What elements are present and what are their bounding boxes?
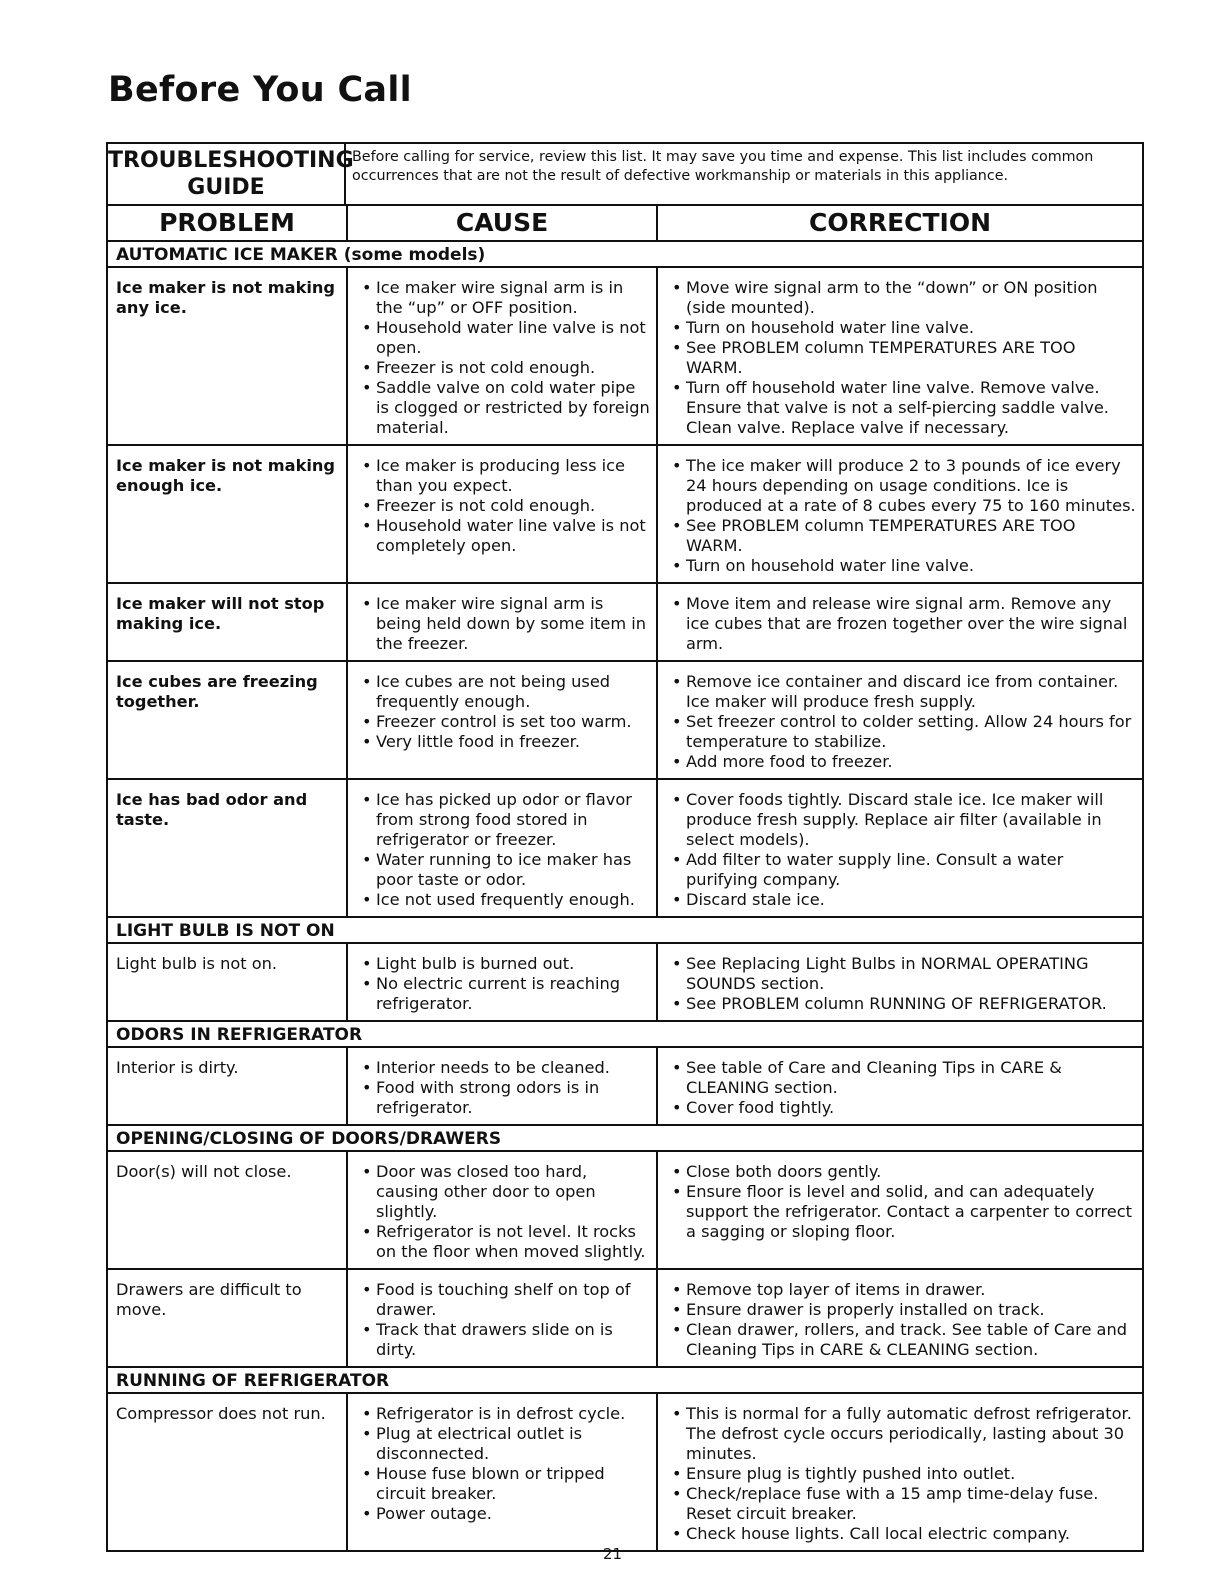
section-header: LIGHT BULB IS NOT ON	[108, 918, 1142, 944]
correction-item: • Close both doors gently.	[666, 1162, 1136, 1182]
guide-intro: Before calling for service, review this list. It may save you time and expense. This list includes common occurrences that are not the result of defective workmanship or materials in this appliance.	[352, 149, 1094, 184]
cause-item: • Freezer control is set too warm.	[356, 712, 650, 732]
column-headers	[108, 206, 1142, 242]
correction-item: • Move item and release wire signal arm. Remove any ice cubes that are frozen together over the wire signal arm.	[666, 594, 1136, 654]
cause-item: • Water running to ice maker has poor taste or odor.	[356, 850, 650, 890]
table-row	[108, 780, 1142, 918]
correction-cell	[658, 780, 1142, 916]
correction-item: • Turn off household water line valve. Remove valve. Ensure that valve is not a self-piercing saddle valve. Clean valve. Replace valve if necessary.	[666, 378, 1136, 438]
correction-item: • Clean drawer, rollers, and track. See table of Care and Cleaning Tips in CARE & CLEANING section.	[666, 1320, 1136, 1360]
table-row	[108, 1394, 1142, 1550]
correction-cell	[658, 446, 1142, 582]
cause-cell	[348, 584, 658, 660]
cause-item: • House fuse blown or tripped circuit breaker.	[356, 1464, 650, 1504]
correction-cell	[658, 584, 1142, 660]
correction-list	[666, 594, 1136, 654]
correction-item: • Remove top layer of items in drawer.	[666, 1280, 1136, 1300]
correction-item: • Set freezer control to colder setting. Allow 24 hours for temperature to stabilize.	[666, 712, 1136, 752]
cause-list	[356, 790, 650, 910]
cause-cell	[348, 446, 658, 582]
correction-cell	[658, 1152, 1142, 1268]
cause-cell	[348, 944, 658, 1020]
cause-item: • Ice maker is producing less ice than you expect.	[356, 456, 650, 496]
problem-cell: Ice has bad odor and taste.	[108, 780, 348, 916]
cause-item: • Interior needs to be cleaned.	[356, 1058, 650, 1078]
cause-list	[356, 1280, 650, 1360]
correction-item: • Add more food to freezer.	[666, 752, 1136, 772]
cause-item: • Plug at electrical outlet is disconnected.	[356, 1424, 650, 1464]
cause-item: • Very little food in freezer.	[356, 732, 650, 752]
page-number: 21	[602, 1545, 623, 1563]
correction-item: • See PROBLEM column RUNNING OF REFRIGERATOR.	[666, 994, 1136, 1014]
table-row	[108, 268, 1142, 446]
troubleshooting-table	[106, 142, 1144, 1552]
cause-item: • Freezer is not cold enough.	[356, 496, 650, 516]
cause-item: • Household water line valve is not open.	[356, 318, 650, 358]
cause-item: • No electric current is reaching refrigerator.	[356, 974, 650, 1014]
table-row	[108, 944, 1142, 1022]
correction-item: • Check/replace fuse with a 15 amp time-delay fuse. Reset circuit breaker.	[666, 1484, 1136, 1524]
section-header: OPENING/CLOSING OF DOORS/DRAWERS	[108, 1126, 1142, 1152]
cause-item: • Light bulb is burned out.	[356, 954, 650, 974]
cause-item: • Ice cubes are not being used frequently enough.	[356, 672, 650, 712]
cause-item: • Ice maker wire signal arm is in the “up” or OFF position.	[356, 278, 650, 318]
problem-cell: Light bulb is not on.	[108, 944, 348, 1020]
correction-item: • Check house lights. Call local electric company.	[666, 1524, 1136, 1544]
correction-list	[666, 278, 1136, 438]
problem-cell: Ice maker will not stop making ice.	[108, 584, 348, 660]
cause-list	[356, 672, 650, 752]
cause-list	[356, 594, 650, 654]
correction-list	[666, 790, 1136, 910]
correction-item: • See Replacing Light Bulbs in NORMAL OPERATING SOUNDS section.	[666, 954, 1136, 994]
problem-cell: Compressor does not run.	[108, 1394, 348, 1550]
correction-list	[666, 1280, 1136, 1360]
correction-item: • See PROBLEM column TEMPERATURES ARE TOO WARM.	[666, 338, 1136, 378]
table-row	[108, 1048, 1142, 1126]
correction-item: • Add filter to water supply line. Consult a water purifying company.	[666, 850, 1136, 890]
cause-item: • Ice maker wire signal arm is being held down by some item in the freezer.	[356, 594, 650, 654]
cause-item: • Refrigerator is not level. It rocks on the floor when moved slightly.	[356, 1222, 650, 1262]
cause-list	[356, 1404, 650, 1524]
correction-list	[666, 1404, 1136, 1544]
correction-item: • Turn on household water line valve.	[666, 556, 1136, 576]
cause-item: • Power outage.	[356, 1504, 650, 1524]
table-row	[108, 1270, 1142, 1368]
correction-item: • Turn on household water line valve.	[666, 318, 1136, 338]
cause-item: • Freezer is not cold enough.	[356, 358, 650, 378]
column-header-correction: CORRECTION	[808, 208, 992, 237]
correction-item: • This is normal for a fully automatic defrost refrigerator. The defrost cycle occurs periodically, lasting about 30 minutes.	[666, 1404, 1136, 1464]
cause-item: • Refrigerator is in defrost cycle.	[356, 1404, 650, 1424]
correction-item: • The ice maker will produce 2 to 3 pounds of ice every 24 hours depending on usage conditions. Ice is produced at a rate of 8 cubes every 75 to 160 minutes.	[666, 456, 1136, 516]
guide-header	[108, 144, 1142, 206]
cause-cell	[348, 662, 658, 778]
correction-item: • Remove ice container and discard ice from container. Ice maker will produce fresh supply.	[666, 672, 1136, 712]
cause-cell	[348, 1152, 658, 1268]
cause-item: • Household water line valve is not completely open.	[356, 516, 650, 556]
problem-cell: Ice cubes are freezing together.	[108, 662, 348, 778]
correction-item: • Discard stale ice.	[666, 890, 1136, 910]
correction-item: • Ensure plug is tightly pushed into outlet.	[666, 1464, 1136, 1484]
correction-list	[666, 1058, 1136, 1118]
problem-cell: Ice maker is not making enough ice.	[108, 446, 348, 582]
correction-item: • Cover food tightly.	[666, 1098, 1136, 1118]
problem-cell: Door(s) will not close.	[108, 1152, 348, 1268]
cause-item: • Ice has picked up odor or flavor from strong food stored in refrigerator or freezer.	[356, 790, 650, 850]
section-header: AUTOMATIC ICE MAKER (some models)	[108, 242, 1142, 268]
cause-cell	[348, 780, 658, 916]
cause-list	[356, 1162, 650, 1262]
page-title: Before You Call	[108, 70, 412, 110]
cause-item: • Food is touching shelf on top of drawer.	[356, 1280, 650, 1320]
column-header-problem: PROBLEM	[108, 206, 348, 240]
correction-item: • Ensure floor is level and solid, and can adequately support the refrigerator. Contact a carpenter to correct a sagging or sloping floor.	[666, 1182, 1136, 1242]
column-header-cause: CAUSE	[348, 206, 658, 240]
problem-cell: Drawers are difficult to move.	[108, 1270, 348, 1366]
correction-item: • See table of Care and Cleaning Tips in CARE & CLEANING section.	[666, 1058, 1136, 1098]
correction-cell	[658, 1048, 1142, 1124]
cause-cell	[348, 268, 658, 444]
cause-cell	[348, 1270, 658, 1366]
correction-list	[666, 456, 1136, 576]
cause-item: • Saddle valve on cold water pipe is clogged or restricted by foreign material.	[356, 378, 650, 438]
correction-cell	[658, 1270, 1142, 1366]
correction-cell	[658, 944, 1142, 1020]
cause-list	[356, 278, 650, 438]
correction-item: • Ensure drawer is properly installed on track.	[666, 1300, 1136, 1320]
cause-cell	[348, 1394, 658, 1550]
section-header: RUNNING OF REFRIGERATOR	[108, 1368, 1142, 1394]
table-row	[108, 1152, 1142, 1270]
table-row	[108, 446, 1142, 584]
table-row	[108, 662, 1142, 780]
cause-list	[356, 456, 650, 556]
correction-item: • Cover foods tightly. Discard stale ice. Ice maker will produce fresh supply. Replace air filter (available in select models).	[666, 790, 1136, 850]
guide-title: TROUBLESHOOTING GUIDE	[108, 144, 346, 204]
cause-list	[356, 1058, 650, 1118]
correction-list	[666, 954, 1136, 1014]
correction-list	[666, 1162, 1136, 1242]
cause-item: • Door was closed too hard, causing other door to open slightly.	[356, 1162, 650, 1222]
table-body	[108, 242, 1142, 1550]
correction-item: • See PROBLEM column TEMPERATURES ARE TOO WARM.	[666, 516, 1136, 556]
cause-cell	[348, 1048, 658, 1124]
cause-list	[356, 954, 650, 1014]
problem-cell: Ice maker is not making any ice.	[108, 268, 348, 444]
cause-item: • Track that drawers slide on is dirty.	[356, 1320, 650, 1360]
cause-item: • Food with strong odors is in refrigerator.	[356, 1078, 650, 1118]
section-header: ODORS IN REFRIGERATOR	[108, 1022, 1142, 1048]
correction-cell	[658, 662, 1142, 778]
correction-cell	[658, 1394, 1142, 1550]
correction-cell	[658, 268, 1142, 444]
table-row	[108, 584, 1142, 662]
correction-item: • Move wire signal arm to the “down” or ON position (side mounted).	[666, 278, 1136, 318]
cause-item: • Ice not used frequently enough.	[356, 890, 650, 910]
correction-list	[666, 672, 1136, 772]
problem-cell: Interior is dirty.	[108, 1048, 348, 1124]
